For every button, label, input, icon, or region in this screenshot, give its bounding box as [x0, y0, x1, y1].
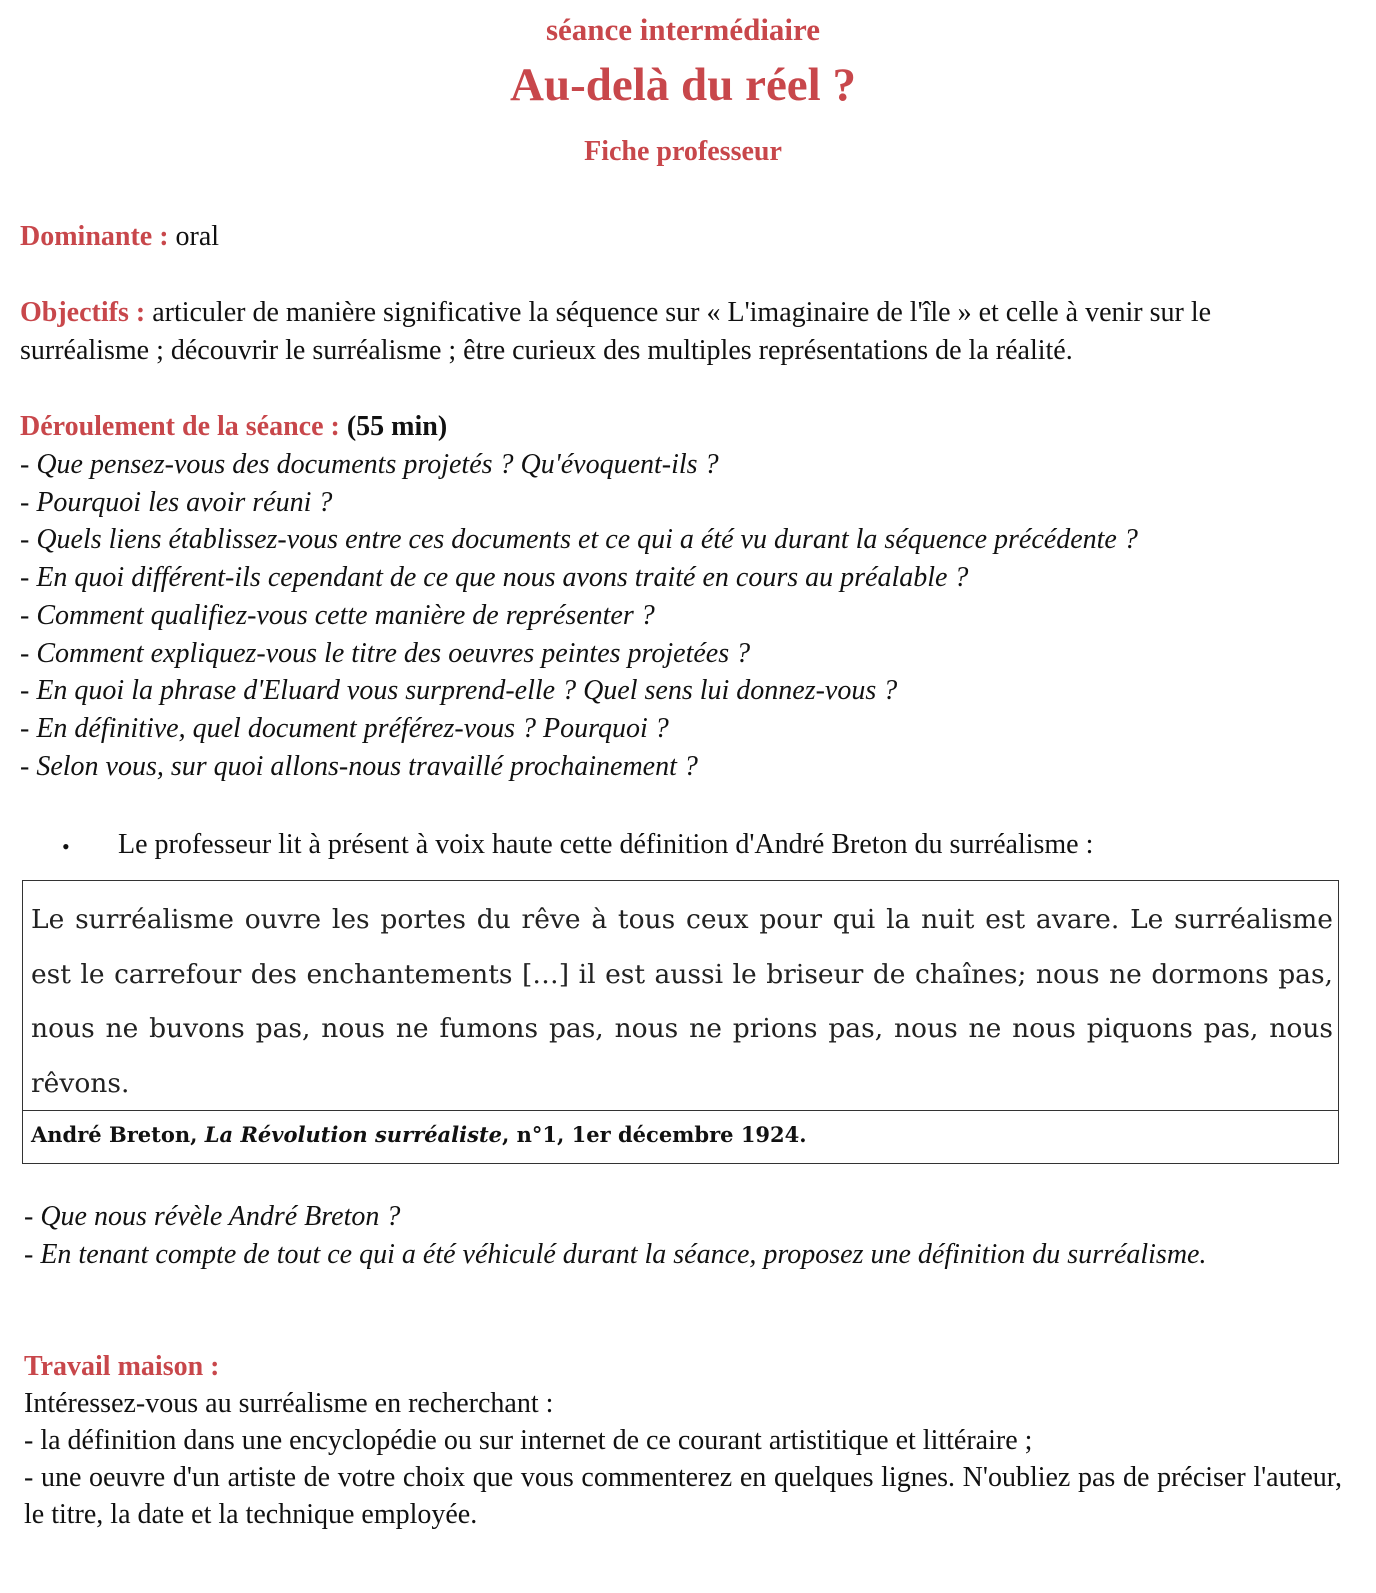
reading-instruction: [62, 826, 1342, 866]
reading-instruction-text: Le professeur lit à présent à voix haute cette définition d'André Breton du surréalisme :: [118, 829, 1094, 860]
breton-quote-text: Le surréalisme ouvre les portes du rêve à tous ceux pour qui la nuit est avare. Le surréalisme est le carrefour des enchantements […] il est aussi le briseur de chaînes; nous ne dormons pas, nous ne buvons pas, nous ne fumons pas, nous ne prions pas, nous ne nous piquons pas, nous rêvons.: [31, 904, 1333, 1099]
homework-label: Travail maison :: [24, 1351, 220, 1382]
question-item: - Comment expliquez-vous le titre des oeuvres peintes projetées ?: [20, 637, 751, 669]
page-subtitle: Fiche professeur: [584, 136, 782, 167]
homework-item: - une oeuvre d'un artiste de votre choix que vous commenterez en quelques lignes. N'oubliez pas de préciser l'auteur, le titre, la date et la technique employée.: [24, 1462, 1342, 1530]
dominante-section: [20, 218, 1340, 256]
bullet-icon: •: [62, 833, 70, 859]
page-title: Au-delà du réel ?: [510, 59, 856, 111]
dominante-label: Dominante :: [20, 221, 169, 252]
question-item: - En quoi différent-ils cependant de ce que nous avons traité en cours au préalable ?: [20, 562, 969, 594]
question-item: - Selon vous, sur quoi allons-nous travaillé prochainement ?: [20, 750, 698, 782]
question-item: - En quoi la phrase d'Eluard vous surprend-elle ? Quel sens lui donnez-vous ?: [20, 675, 898, 707]
quote-source-author: André Breton,: [31, 1122, 205, 1147]
homework-item: - la définition dans une encyclopédie ou sur internet de ce courant artistitique et littéraire ;: [24, 1425, 1033, 1456]
question-item: - Pourquoi les avoir réuni ?: [20, 486, 333, 518]
question-item: - Quels liens établissez-vous entre ces documents et ce qui a été vu durant la séquence précédente ?: [20, 524, 1138, 556]
question-item: - Que pensez-vous des documents projetés ? Qu'évoquent-ils ?: [20, 449, 719, 480]
quote-source-work: La Révolution surréaliste: [204, 1122, 503, 1147]
breton-quote-box: [22, 880, 1339, 1164]
quote-divider: [23, 1110, 1338, 1111]
deroulement-label: Déroulement de la séance :: [20, 411, 340, 442]
quote-source: [31, 1120, 1331, 1150]
deroulement-duration: (55 min): [339, 411, 448, 442]
quote-source-detail: , n°1, 1er décembre 1924.: [502, 1122, 807, 1147]
follow-up-questions: [24, 1198, 1340, 1274]
objectifs-text: articuler de manière significative la séquence sur « L'imaginaire de l'île » et celle à venir sur le surréalisme ; découvrir le surréalisme ; être curieux des multiples représentations de la réalité.: [20, 297, 1212, 366]
follow-up-question: - En tenant compte de tout ce qui a été véhiculé durant la séance, proposez une définition du surréalisme.: [24, 1239, 1207, 1270]
deroulement-heading: [20, 408, 1340, 446]
session-kicker: séance intermédiaire: [545, 12, 821, 47]
homework-intro: Intéressez-vous au surréalisme en recherchant :: [24, 1388, 554, 1419]
follow-up-question: - Que nous révèle André Breton ?: [24, 1201, 401, 1232]
objectifs-label: Objectifs :: [20, 297, 146, 328]
objectifs-section: [20, 294, 1340, 370]
dominante-value: oral: [168, 221, 220, 252]
homework-section: [24, 1348, 1342, 1533]
question-list: [20, 446, 1340, 785]
question-item: - Comment qualifiez-vous cette manière de représenter ?: [20, 599, 655, 631]
question-item: - En définitive, quel document préférez-vous ? Pourquoi ?: [20, 712, 669, 744]
